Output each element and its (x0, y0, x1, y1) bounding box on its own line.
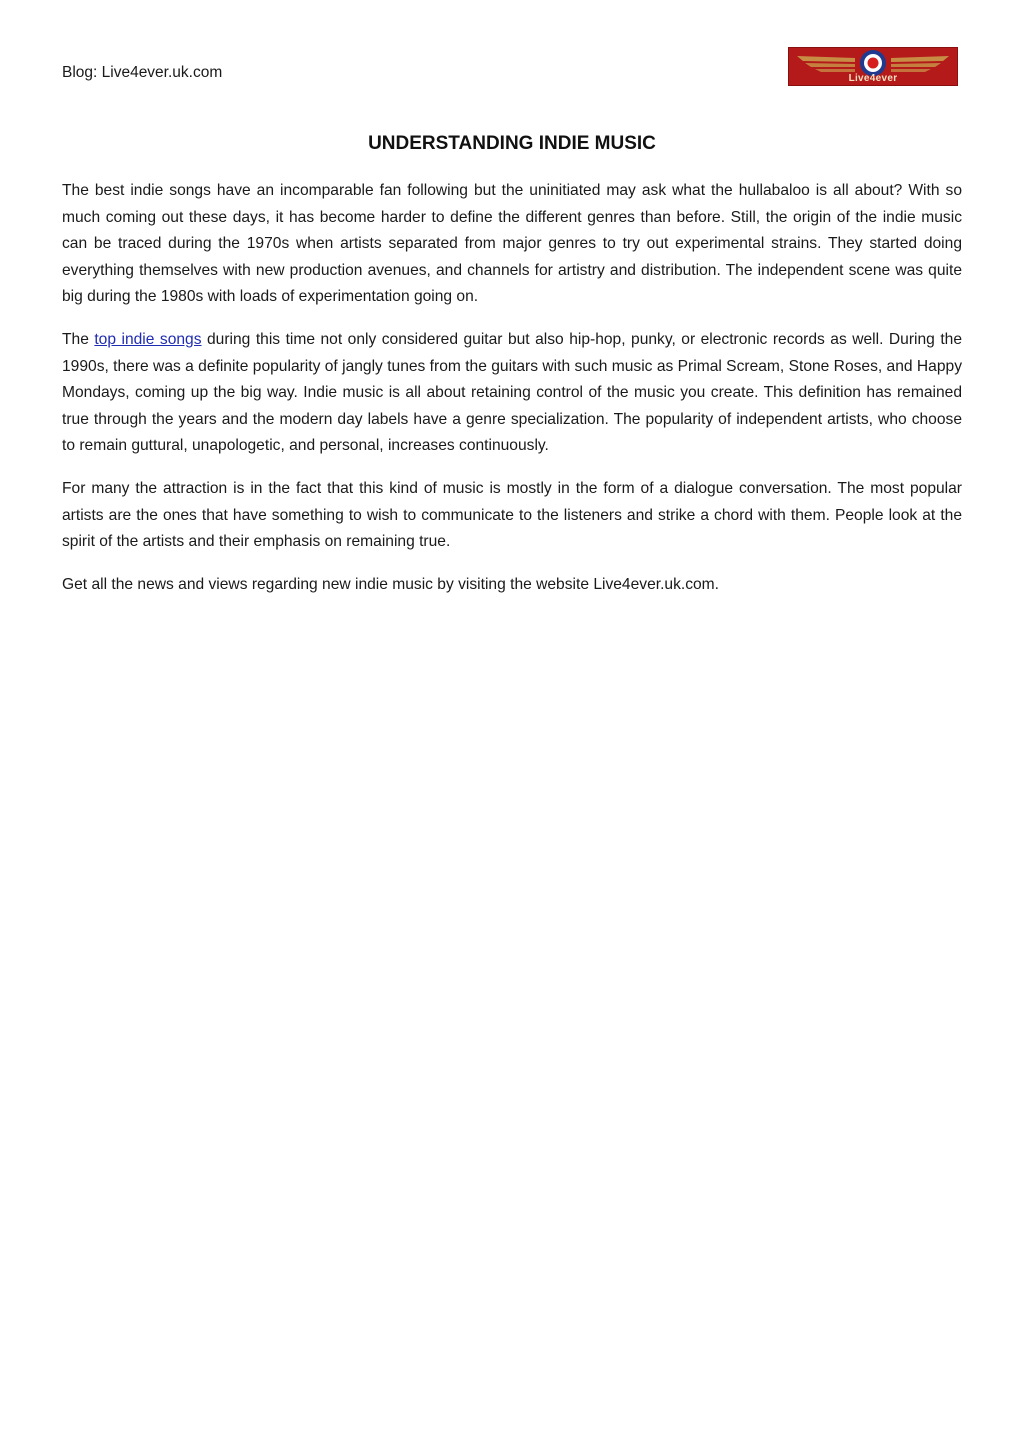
logo-text: Live4ever (848, 73, 898, 84)
paragraph-2-rest: during this time not only considered guitar but also hip-hop, punky, or electronic records as well. During the 1990s, there was a definite popularity of jangly tunes from the guitars with such music as Primal Scream, Stone Roses, and Happy Mondays, coming up the big way. Indie music is all about retaining control of the music you create. This definition has remained true through the years and the modern day labels have a genre specialization. The popularity of independent artists, who choose to remain guttural, unapologetic, and personal, increases continuously. (62, 330, 962, 455)
blog-header-label: Blog: Live4ever.uk.com (62, 64, 223, 81)
live4ever-logo (788, 47, 958, 86)
document-title: UNDERSTANDING INDIE MUSIC (368, 133, 656, 154)
paragraph-3: For many the attraction is in the fact that this kind of music is mostly in the form of a dialogue conversation. The most popular artists are the ones that have something to wish to communicate to the listeners and strike a chord with them. People look at the spirit of the artists and their emphasis on remaining true. (62, 479, 962, 551)
paragraph-2-start: The (62, 330, 95, 348)
document-body (62, 178, 962, 614)
paragraph-4: Get all the news and views regarding new indie music by visiting the website Live4ever.uk.com. (62, 575, 720, 593)
paragraph-2 (62, 327, 962, 460)
paragraph-1: The best indie songs have an incomparable fan following but the uninitiated may ask what the hullabaloo is all about? With so much coming out these days, it has become harder to define the different genres than before. Still, the origin of the indie music can be traced during the 1970s when artists separated from major genres to try out experimental strains. They started doing everything themselves with new production avenues, and channels for artistry and distribution. The independent scene was quite big during the 1980s with loads of experimentation going on. (62, 182, 962, 306)
top-indie-songs-link[interactable]: top indie songs (94, 330, 202, 348)
